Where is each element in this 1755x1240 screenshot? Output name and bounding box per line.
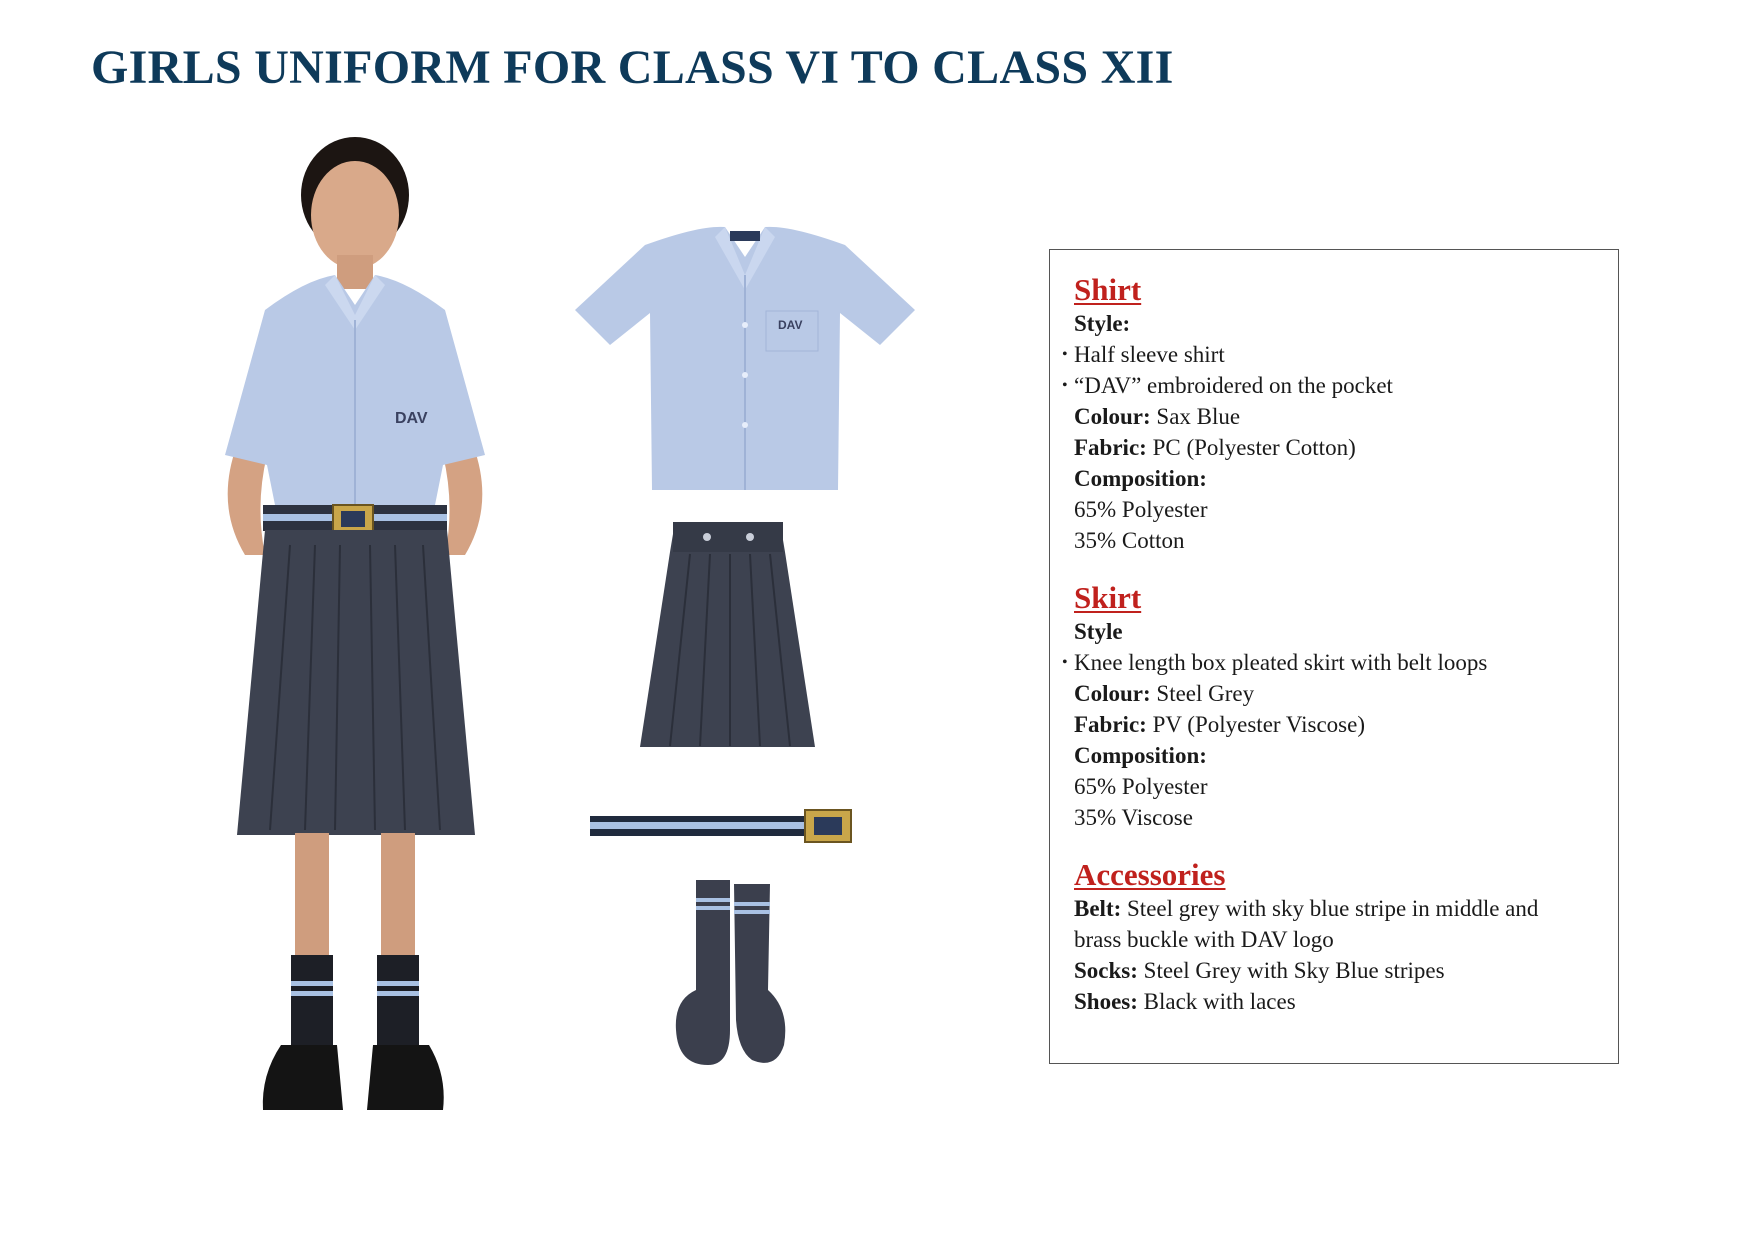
skirt-composition-label: Composition: bbox=[1074, 743, 1207, 768]
shirt-bullet-item: • “DAV” embroidered on the pocket bbox=[1062, 373, 1393, 398]
skirt-composition-item: 35% Viscose bbox=[1074, 805, 1193, 830]
skirt-colour: Colour: Steel Grey bbox=[1074, 681, 1255, 706]
model-shirt-logo: DAV bbox=[395, 410, 428, 427]
shirt-composition-label: Composition: bbox=[1074, 466, 1207, 491]
belt-product-image bbox=[590, 808, 855, 848]
belt-spec-continued: brass buckle with DAV logo bbox=[1074, 927, 1334, 952]
belt-spec: Belt: Steel grey with sky blue stripe in middle and bbox=[1074, 896, 1539, 921]
skirt-product-image bbox=[635, 522, 820, 757]
shirt-pocket-logo: DAV bbox=[778, 318, 803, 332]
accessories-heading: Accessories bbox=[1074, 857, 1226, 892]
shirt-colour: Colour: Sax Blue bbox=[1074, 404, 1241, 429]
shirt-composition-item: 35% Cotton bbox=[1074, 528, 1185, 553]
socks-spec: Socks: Steel Grey with Sky Blue stripes bbox=[1074, 958, 1445, 983]
shirt-style-label: Style: bbox=[1074, 311, 1131, 336]
socks-product-image bbox=[668, 880, 793, 1070]
skirt-composition-item: 65% Polyester bbox=[1074, 774, 1208, 799]
shirt-product-image bbox=[570, 215, 920, 495]
shoes-spec: Shoes: Black with laces bbox=[1074, 989, 1296, 1014]
skirt-bullet-item: • Knee length box pleated skirt with belt loops bbox=[1062, 650, 1488, 675]
shirt-bullet-item: • Half sleeve shirt bbox=[1062, 342, 1225, 367]
model-photo bbox=[185, 125, 525, 1135]
shirt-composition-item: 65% Polyester bbox=[1074, 497, 1208, 522]
specification-box bbox=[1049, 249, 1619, 1064]
skirt-heading: Skirt bbox=[1074, 580, 1142, 615]
skirt-style-label: Style bbox=[1074, 619, 1123, 644]
skirt-fabric: Fabric: PV (Polyester Viscose) bbox=[1074, 712, 1365, 737]
page-title: GIRLS UNIFORM FOR CLASS VI TO CLASS XII bbox=[91, 41, 1174, 94]
shirt-fabric: Fabric: PC (Polyester Cotton) bbox=[1074, 435, 1356, 460]
shirt-heading: Shirt bbox=[1074, 272, 1142, 307]
